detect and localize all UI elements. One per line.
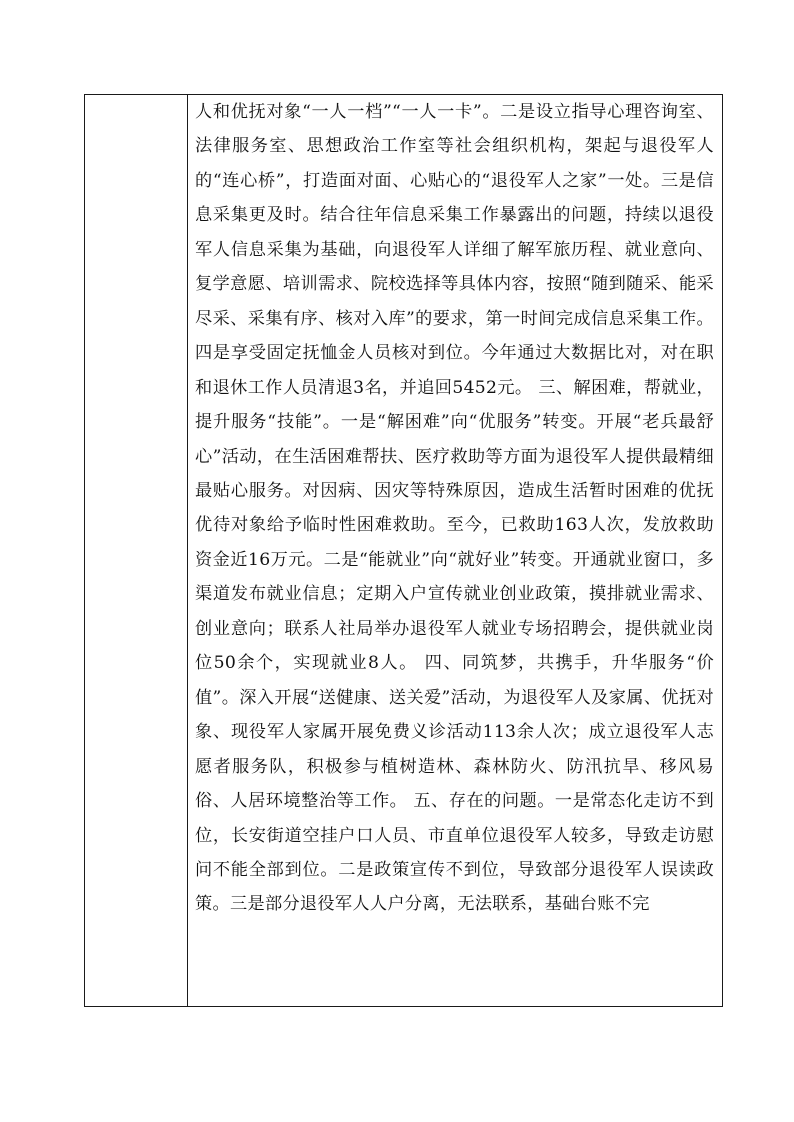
- body-paragraph: 人和优抚对象“一人一档”“一人一卡”。二是设立指导心理咨询室、法律服务室、思想政治工作室等社会组织机构，架起与退役军人的“连心桥”，打造面对面、心贴心的“退役军人之家”一处。三是信息采集更及时。结合往年信息采集工作暴露出的问题，持续以退役军人信息采集为基础，向退役军人详细了解军旅历程、就业意向、复学意愿、培训需求、院校选择等具体内容，按照“随到随采、能采尽采、采集有序、核对入库”的要求，第一时间完成信息采集工作。四是享受固定抚恤金人员核对到位。今年通过大数据比对，对在职和退休工作人员清退3名，并追回5452元。 三、解困难，帮就业，提升服务“技能”。一是“解困难”向“优服务”转变。开展“老兵最舒心”活动，在生活困难帮扶、医疗救助等方面为退役军人提供最精细最贴心服务。对因病、因灾等特殊原因，造成生活暂时困难的优抚优待对象给予临时性困难救助。至今，已救助163人次，发放救助资金近16万元。二是“能就业”向“就好业”转变。开通就业窗口，多渠道发布就业信息；定期入户宣传就业创业政策，摸排就业需求、创业意向；联系人社局举办退役军人就业专场招聘会，提供就业岗位50余个，实现就业8人。 四、同筑梦，共携手，升华服务“价值”。深入开展“送健康、送关爱”活动，为退役军人及家属、优抚对象、现役军人家属开展免费义诊活动113余人次；成立退役军人志愿者服务队，积极参与植树造林、森林防火、防汛抗旱、移风易俗、人居环境整治等工作。 五、存在的问题。一是常态化走访不到位，长安街道空挂户口人员、市直单位退役军人较多，导致走访慰问不能全部到位。二是政策宣传不到位，导致部分退役军人误读政策。三是部分退役军人人户分离，无法联系，基础台账不完: [195, 102, 714, 915]
- form-table: [84, 94, 723, 1007]
- table-label-cell: [85, 95, 188, 1006]
- table-content-cell: [188, 95, 722, 1006]
